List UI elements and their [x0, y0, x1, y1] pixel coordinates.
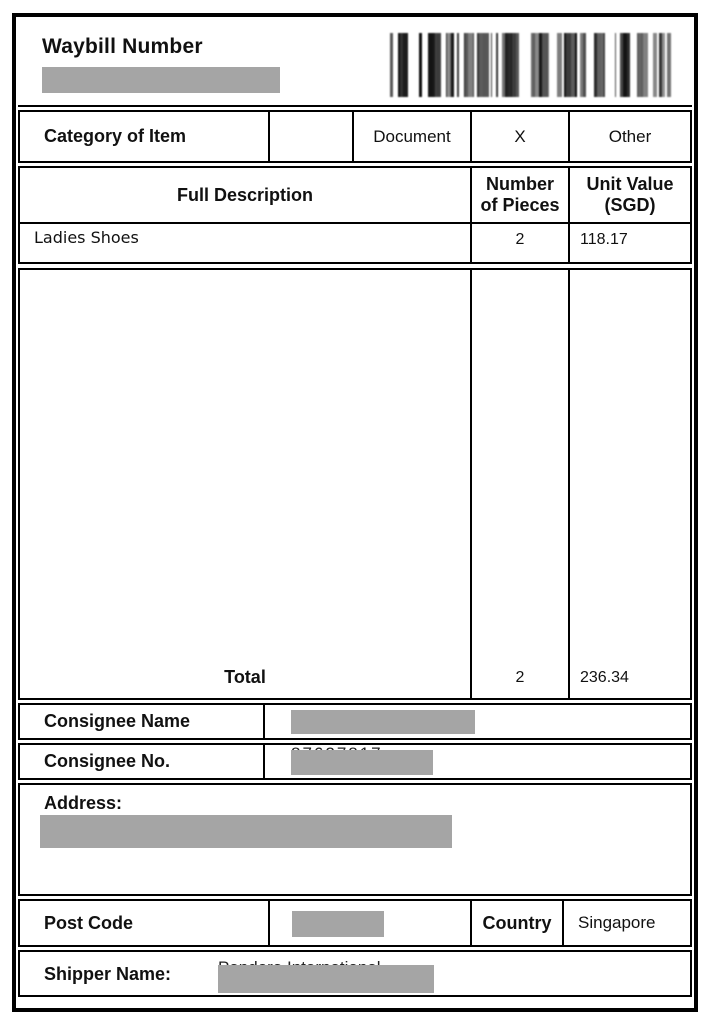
shipper-name-label: Shipper Name: — [44, 964, 172, 984]
consignee-no-value — [265, 745, 690, 778]
shipper-name-redaction — [218, 965, 434, 993]
item-description: Ladies Shoes — [20, 224, 472, 262]
shipper-name-value — [218, 958, 458, 998]
unit-value-header: Unit Value (SGD) — [586, 174, 674, 215]
category-row — [18, 110, 692, 163]
category-of-item-label: Category of Item — [20, 112, 270, 161]
consignee-no-redaction — [291, 750, 433, 775]
item-row — [18, 224, 692, 264]
country-label: Country — [472, 901, 564, 945]
consignee-name-redaction — [291, 710, 475, 734]
items-table-body — [18, 268, 692, 700]
consignee-name-label: Consignee Name — [20, 705, 265, 738]
full-description-header: Full Description — [20, 168, 472, 222]
barcode — [390, 33, 674, 97]
post-code-label: Post Code — [20, 901, 270, 945]
total-pieces: 2 — [472, 270, 570, 698]
item-pieces: 2 — [472, 224, 570, 262]
consignee-name-row — [18, 703, 692, 740]
waybill-document — [12, 13, 698, 1012]
consignee-name-value — [265, 705, 690, 738]
waybill-header-section — [18, 19, 692, 107]
category-mark-cell: X — [472, 112, 570, 161]
post-code-value — [270, 901, 472, 945]
country-value: Singapore — [578, 913, 656, 932]
address-label: Address: — [44, 793, 123, 813]
total-unit-value: 236.34 — [580, 669, 629, 686]
items-table-header — [18, 166, 692, 224]
address-section — [18, 783, 692, 896]
number-of-pieces-header: Number of Pieces — [472, 168, 570, 222]
shipper-row — [18, 950, 692, 997]
postcode-country-row — [18, 899, 692, 947]
category-other-cell: Other — [608, 126, 652, 146]
total-label: Total — [20, 270, 472, 698]
waybill-number-label: Waybill Number — [42, 35, 203, 58]
category-document-cell: Document — [354, 112, 472, 161]
consignee-no-row — [18, 743, 692, 780]
item-unit-value: 118.17 — [580, 231, 628, 248]
address-redaction — [40, 815, 452, 848]
post-code-redaction — [292, 911, 384, 937]
waybill-number-redaction — [42, 67, 280, 93]
consignee-no-label: Consignee No. — [20, 745, 265, 778]
address-redaction-fragment — [436, 821, 450, 833]
category-blank-cell — [270, 112, 354, 161]
